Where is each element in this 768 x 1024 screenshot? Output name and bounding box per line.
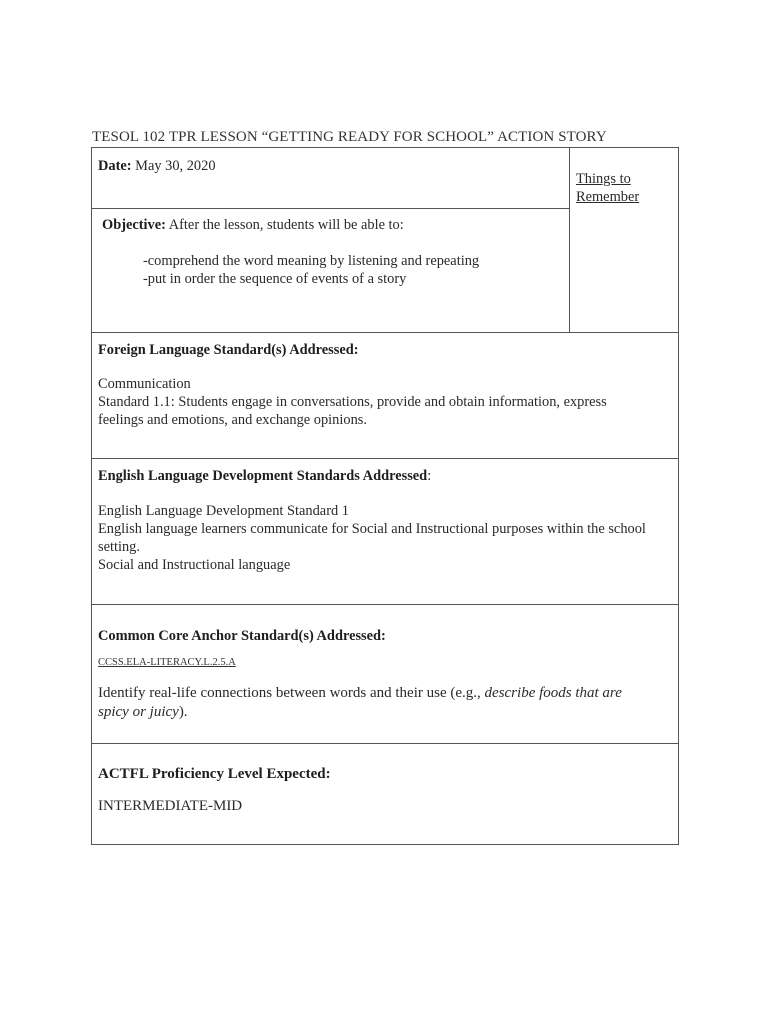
objective-line	[102, 216, 404, 234]
document-title: TESOL 102 TPR LESSON “GETTING READY FOR SCHOOL” ACTION STORY	[92, 129, 607, 145]
eld-heading: English Language Development Standards Addressed	[98, 468, 428, 484]
common-core-code-link[interactable]: CCSS.ELA-LITERACY.L.2.5.A	[98, 657, 236, 668]
lesson-plan-table	[91, 147, 679, 845]
foreign-language-text-2: feelings and emotions, and exchange opinions.	[98, 412, 367, 428]
foreign-language-text-1: Standard 1.1: Students engage in conversations, provide and obtain information, express	[98, 394, 607, 410]
eld-standard: English Language Development Standard 1	[98, 503, 349, 519]
things-to-remember-cell	[570, 148, 678, 333]
objective-item-1: -comprehend the word meaning by listening and repeating	[143, 253, 480, 269]
foreign-language-category: Communication	[98, 376, 191, 392]
eld-text-3: Social and Instructional language	[98, 557, 291, 573]
date-value: May 30, 2020	[135, 158, 216, 174]
things-to-remember-line1: Things to	[576, 171, 631, 187]
common-core-section	[92, 605, 678, 744]
actfl-heading: ACTFL Proficiency Level Expected:	[98, 766, 331, 782]
objective-cell	[92, 209, 570, 333]
actfl-level: INTERMEDIATE-MID	[98, 798, 243, 814]
common-core-text-1: Identify real-life connections between words and their use (e.g., describe foods that are	[98, 685, 622, 701]
objective-intro: After the lesson, students will be able to:	[168, 217, 404, 233]
eld-heading-colon: :	[427, 468, 432, 484]
foreign-language-standards-section	[92, 333, 678, 459]
objective-item-2: -put in order the sequence of events of a story	[143, 271, 407, 287]
objective-label: Objective:	[102, 217, 166, 233]
common-core-heading: Common Core Anchor Standard(s) Addressed:	[98, 628, 386, 644]
common-core-example-italic-2: spicy or juicy	[98, 704, 179, 720]
eld-text-2: setting.	[98, 539, 140, 555]
date-cell	[92, 148, 570, 209]
eld-standards-section	[92, 459, 678, 605]
foreign-language-heading: Foreign Language Standard(s) Addressed:	[98, 342, 359, 358]
date-line	[98, 157, 216, 175]
things-to-remember-line2: Remember	[576, 189, 640, 205]
date-label: Date:	[98, 158, 132, 174]
common-core-text-2: spicy or juicy).	[98, 704, 188, 720]
eld-text-1: English language learners communicate for Social and Instructional purposes within the school	[98, 521, 646, 537]
actfl-section	[92, 744, 678, 844]
common-core-example-italic-1: describe foods that are	[484, 685, 622, 701]
